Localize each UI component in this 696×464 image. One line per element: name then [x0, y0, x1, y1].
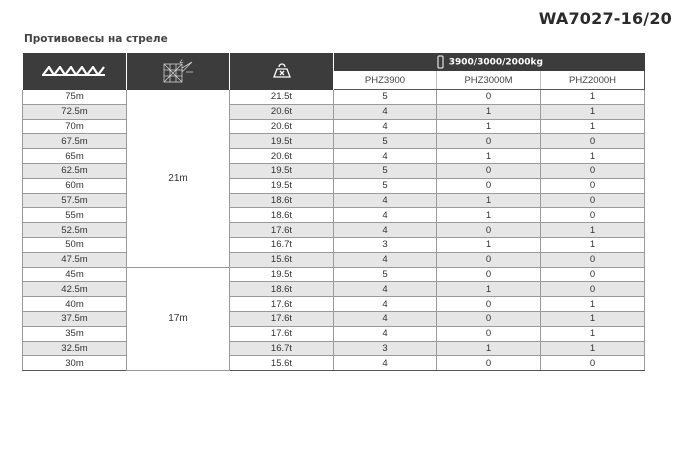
total-weight-cell: 16.7t: [230, 237, 334, 252]
phz2000h-count-cell: 0: [541, 163, 645, 178]
phz3900-count-cell: 4: [334, 252, 437, 267]
jib-length-cell: 75m: [23, 90, 127, 105]
subheader-phz3000m: PHZ3000M: [437, 71, 541, 90]
phz3900-count-cell: 3: [334, 237, 437, 252]
jib-length-cell: 30m: [23, 356, 127, 371]
phz3000m-count-cell: 1: [437, 149, 541, 164]
phz3900-count-cell: 4: [334, 297, 437, 312]
jib-length-cell: 40m: [23, 297, 127, 312]
table-row: [23, 297, 645, 312]
table-row: [23, 326, 645, 341]
table-row: [23, 149, 645, 164]
phz2000h-count-cell: 0: [541, 267, 645, 282]
page-title: Противовесы на стреле: [24, 33, 168, 45]
total-weight-cell: 17.6t: [230, 311, 334, 326]
total-weight-cell: 19.5t: [230, 267, 334, 282]
subheader-phz2000h: PHZ2000H: [541, 71, 645, 90]
table-row: [23, 193, 645, 208]
jib-length-cell: 35m: [23, 326, 127, 341]
jib-length-cell: 52.5m: [23, 223, 127, 238]
radius-cell: 21m: [127, 90, 230, 268]
phz2000h-count-cell: 0: [541, 178, 645, 193]
ballast-group-label: 3900/3000/2000kg: [448, 57, 543, 68]
phz3000m-count-cell: 0: [437, 223, 541, 238]
phz3000m-count-cell: 0: [437, 356, 541, 371]
total-weight-cell: 16.7t: [230, 341, 334, 356]
phz3900-count-cell: 4: [334, 149, 437, 164]
total-weight-cell: 18.6t: [230, 193, 334, 208]
phz3000m-count-cell: 0: [437, 252, 541, 267]
phz3000m-count-cell: 0: [437, 297, 541, 312]
table-row: [23, 356, 645, 371]
phz2000h-count-cell: 1: [541, 90, 645, 105]
table-row: [23, 208, 645, 223]
jib-length-cell: 37.5m: [23, 311, 127, 326]
phz3000m-count-cell: 1: [437, 237, 541, 252]
total-weight-cell: 18.6t: [230, 208, 334, 223]
table-row: [23, 341, 645, 356]
jib-length-cell: 62.5m: [23, 163, 127, 178]
phz2000h-count-cell: 0: [541, 193, 645, 208]
phz3900-count-cell: 5: [334, 178, 437, 193]
phz2000h-count-cell: 1: [541, 326, 645, 341]
jib-length-cell: 57.5m: [23, 193, 127, 208]
jib-length-cell: 47.5m: [23, 252, 127, 267]
phz3000m-count-cell: 1: [437, 208, 541, 223]
svg-text:∠: ∠: [179, 59, 184, 66]
phz2000h-count-cell: 1: [541, 341, 645, 356]
table-row: [23, 134, 645, 149]
table-row: [23, 90, 645, 105]
counterweight-table: [22, 53, 645, 371]
phz3000m-count-cell: 1: [437, 193, 541, 208]
table-row: [23, 163, 645, 178]
phz2000h-count-cell: 1: [541, 149, 645, 164]
table-row: [23, 104, 645, 119]
phz2000h-count-cell: 0: [541, 134, 645, 149]
table-row: [23, 267, 645, 282]
phz3900-count-cell: 5: [334, 134, 437, 149]
table-row: [23, 178, 645, 193]
phz2000h-count-cell: 1: [541, 237, 645, 252]
phz3900-count-cell: 4: [334, 356, 437, 371]
phz3900-count-cell: 3: [334, 341, 437, 356]
phz3900-count-cell: 4: [334, 223, 437, 238]
phz2000h-count-cell: 1: [541, 297, 645, 312]
jib-length-cell: 70m: [23, 119, 127, 134]
phz3900-count-cell: 4: [334, 311, 437, 326]
phz3000m-count-cell: 1: [437, 341, 541, 356]
phz2000h-count-cell: 0: [541, 208, 645, 223]
ballast-group-header: [334, 53, 645, 71]
subheader-phz3900: PHZ3900: [334, 71, 437, 90]
phz3900-count-cell: 4: [334, 208, 437, 223]
phz3000m-count-cell: 0: [437, 311, 541, 326]
phz3000m-count-cell: 0: [437, 326, 541, 341]
jib-length-cell: 45m: [23, 267, 127, 282]
phz3900-count-cell: 5: [334, 267, 437, 282]
phz3900-count-cell: 4: [334, 282, 437, 297]
jib-length-cell: 65m: [23, 149, 127, 164]
phz2000h-count-cell: 1: [541, 311, 645, 326]
total-weight-cell: 15.6t: [230, 356, 334, 371]
total-weight-cell: 20.6t: [230, 149, 334, 164]
phz3000m-count-cell: 0: [437, 134, 541, 149]
jib-length-cell: 60m: [23, 178, 127, 193]
phz3000m-count-cell: 0: [437, 178, 541, 193]
total-weight-cell: 20.6t: [230, 119, 334, 134]
phz3000m-count-cell: 1: [437, 282, 541, 297]
table-row: [23, 311, 645, 326]
total-weight-cell: 19.5t: [230, 163, 334, 178]
phz3000m-count-cell: 0: [437, 163, 541, 178]
jib-radius-icon: [161, 58, 195, 84]
total-weight-cell: 17.6t: [230, 326, 334, 341]
ballast-block-icon: [436, 55, 446, 69]
jib-length-cell: 32.5m: [23, 341, 127, 356]
phz3900-count-cell: 4: [334, 119, 437, 134]
total-weight-header: [230, 53, 334, 90]
phz3900-count-cell: 4: [334, 104, 437, 119]
phz2000h-count-cell: 0: [541, 356, 645, 371]
phz3900-count-cell: 5: [334, 163, 437, 178]
phz3900-count-cell: 5: [334, 90, 437, 105]
total-weight-cell: 15.6t: [230, 252, 334, 267]
table-row: [23, 119, 645, 134]
phz3000m-count-cell: 1: [437, 104, 541, 119]
jib-length-cell: 55m: [23, 208, 127, 223]
total-weight-cell: 19.5t: [230, 134, 334, 149]
document-code: WA7027-16/20: [538, 9, 672, 28]
total-weight-cell: 17.6t: [230, 223, 334, 238]
phz3000m-count-cell: 0: [437, 90, 541, 105]
total-weight-cell: 19.5t: [230, 178, 334, 193]
phz2000h-count-cell: 0: [541, 252, 645, 267]
phz2000h-count-cell: 0: [541, 282, 645, 297]
table-row: [23, 282, 645, 297]
total-weight-cell: 21.5t: [230, 90, 334, 105]
table-row: [23, 237, 645, 252]
jib-length-cell: 42.5m: [23, 282, 127, 297]
jib-length-header: [23, 53, 127, 90]
jib-length-cell: 67.5m: [23, 134, 127, 149]
jib-length-cell: 72.5m: [23, 104, 127, 119]
phz3900-count-cell: 4: [334, 326, 437, 341]
counterweight-icon: [272, 63, 292, 79]
table-row: [23, 252, 645, 267]
radius-cell: 17m: [127, 267, 230, 371]
phz2000h-count-cell: 1: [541, 104, 645, 119]
total-weight-cell: 18.6t: [230, 282, 334, 297]
boom-segments-icon: [41, 66, 107, 76]
total-weight-cell: 17.6t: [230, 297, 334, 312]
radius-header: [127, 53, 230, 90]
phz3000m-count-cell: 1: [437, 119, 541, 134]
phz3000m-count-cell: 0: [437, 267, 541, 282]
jib-length-cell: 50m: [23, 237, 127, 252]
table-row: [23, 223, 645, 238]
phz2000h-count-cell: 1: [541, 119, 645, 134]
phz3900-count-cell: 4: [334, 193, 437, 208]
phz2000h-count-cell: 1: [541, 223, 645, 238]
total-weight-cell: 20.6t: [230, 104, 334, 119]
